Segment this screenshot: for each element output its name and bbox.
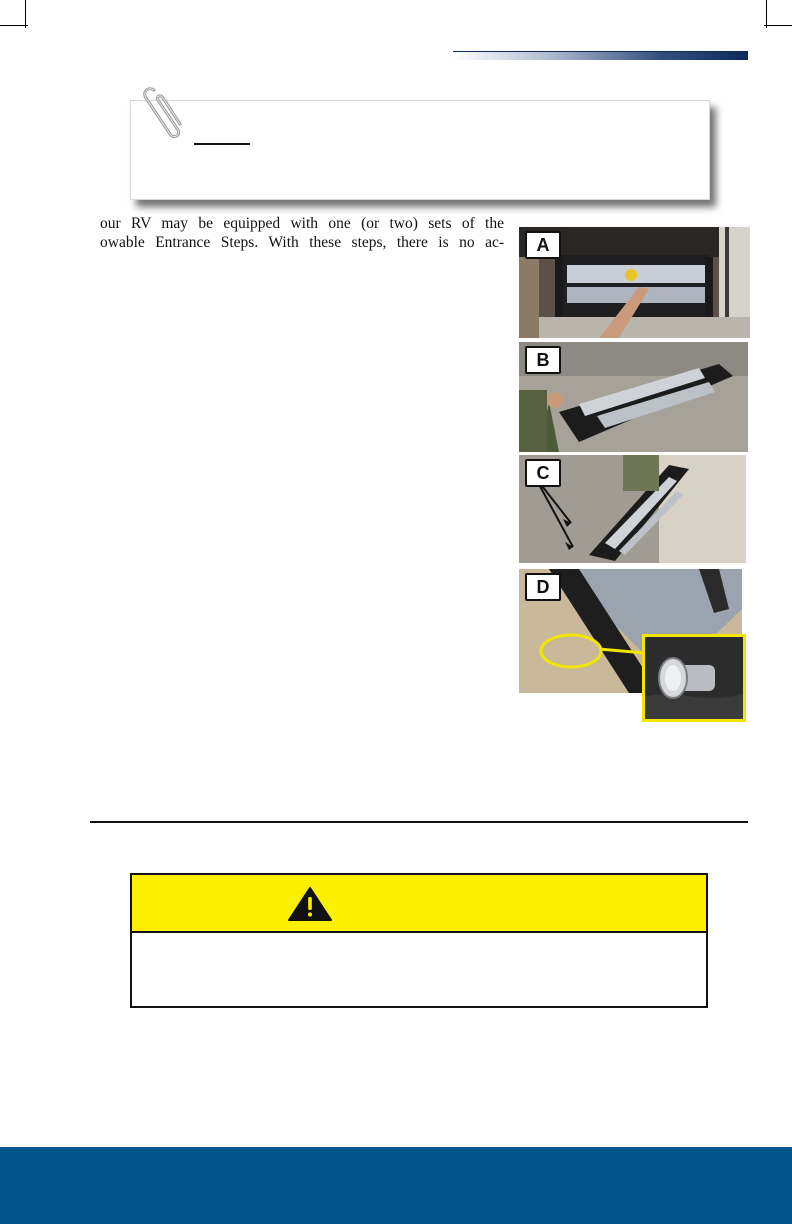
caution-header bbox=[132, 875, 706, 933]
photo-d-inset bbox=[642, 634, 746, 722]
section-divider bbox=[90, 821, 748, 823]
photo-a bbox=[519, 227, 750, 338]
locking-pin-detail bbox=[645, 637, 743, 719]
photo-label-a: A bbox=[525, 231, 561, 259]
header-gradient-bar bbox=[453, 51, 748, 60]
photo-label-b: B bbox=[525, 346, 561, 374]
note-heading-underline bbox=[194, 143, 250, 145]
photo-label-d: D bbox=[525, 573, 561, 601]
crop-mark-top-right-v bbox=[766, 0, 767, 28]
caution-box bbox=[130, 873, 708, 1008]
photo-b bbox=[519, 342, 748, 452]
photo-label-c: C bbox=[525, 459, 561, 487]
note-box bbox=[130, 100, 710, 200]
photo-c bbox=[519, 455, 746, 563]
footer-band bbox=[0, 1147, 792, 1224]
warning-triangle-icon bbox=[287, 886, 333, 922]
crop-mark-top-left-h bbox=[0, 25, 28, 26]
body-paragraph bbox=[100, 214, 504, 252]
paperclip-icon bbox=[140, 84, 192, 140]
crop-mark-top-left-v bbox=[25, 0, 26, 28]
body-line: our RV may be equipped with one (or two) sets of the bbox=[100, 215, 504, 232]
crop-mark-top-right-h bbox=[764, 25, 792, 26]
body-line: owable Entrance Steps. With these steps, there is no ac- bbox=[100, 234, 504, 251]
